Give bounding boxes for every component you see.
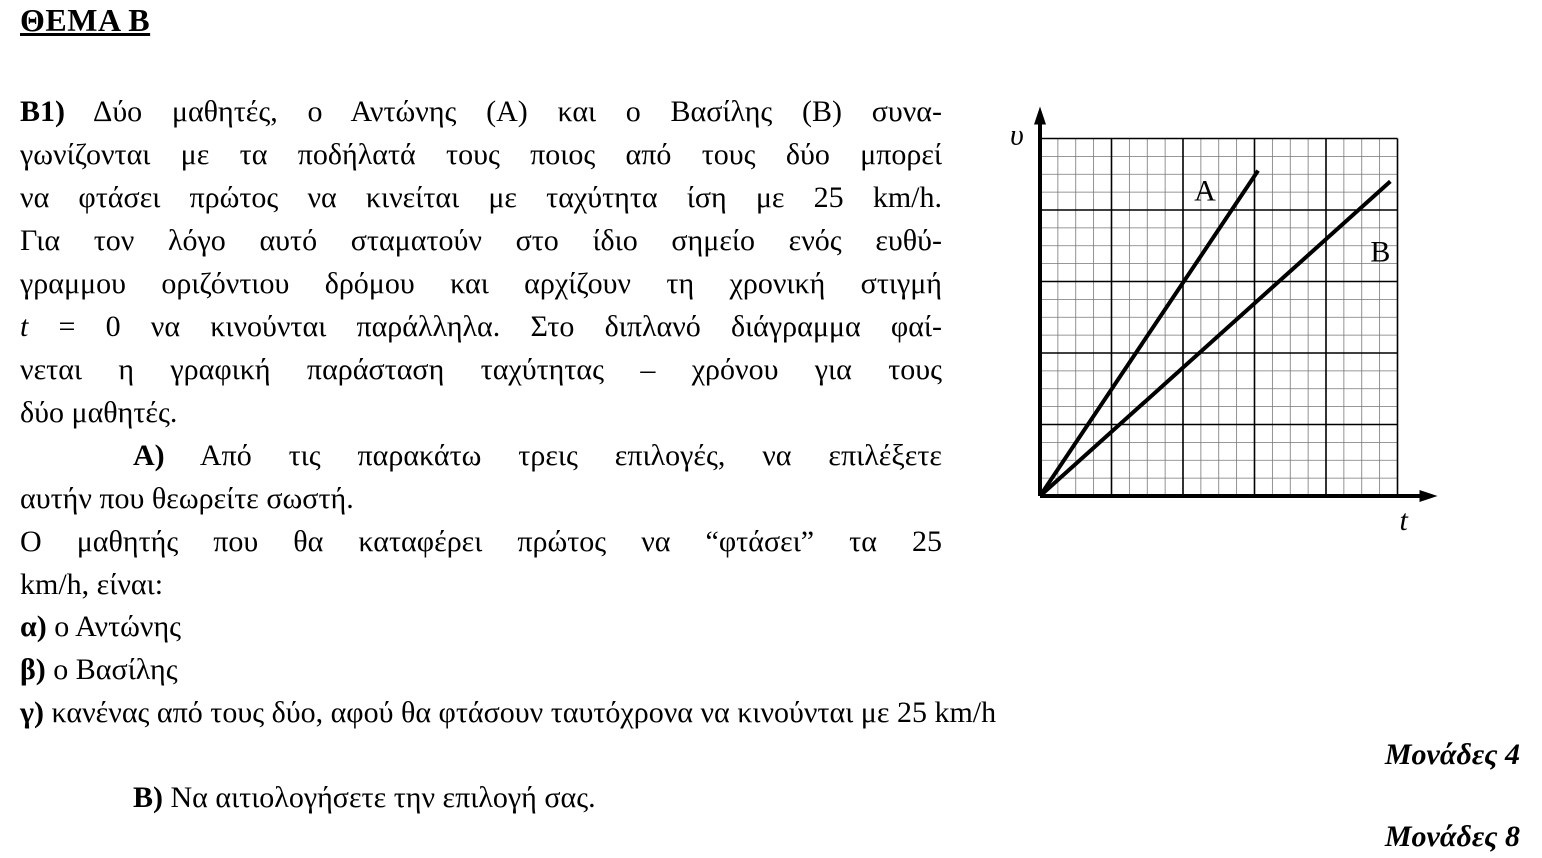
series-line-a <box>1040 171 1258 496</box>
option-b <box>20 648 178 691</box>
option-a <box>20 605 181 648</box>
question-line-1 <box>20 90 942 133</box>
part-a-line-1 <box>20 434 942 477</box>
y-axis-arrow <box>1034 107 1046 125</box>
option-a-text: ο Αντώνης <box>46 610 182 643</box>
option-b-label: β) <box>20 653 46 686</box>
question-text-6: = 0 να κινούνται παράλληλα. Στο διπλανό διάγραμμα φαί- <box>28 310 942 343</box>
x-axis-arrow <box>1420 490 1438 502</box>
points-part-a: Μονάδες 4 <box>1384 738 1520 771</box>
y-axis-label: υ <box>1010 118 1024 152</box>
part-b-text: Να αιτιολογήσετε την επιλογή σας. <box>163 781 596 814</box>
option-b-text: ο Βασίλης <box>45 653 178 686</box>
part-b <box>133 776 596 819</box>
question-line-7: νεται η γραφική παράσταση ταχύτητας – χρόνου για τους <box>20 353 942 386</box>
series-label-b: Β <box>1370 235 1391 269</box>
x-axis-label: t <box>1399 504 1408 537</box>
question-line-5: γραμμου οριζόντιου δρόμου και αρχίζουν τη χρονική στιγμή <box>20 267 942 300</box>
part-a-text-1: Από τις παρακάτω τρεις επιλογές, να επιλέξετε <box>164 439 942 472</box>
part-b-label: Β) <box>133 781 163 814</box>
question-line-4: Για τον λόγο αυτό σταματούν στο ίδιο σημείο ενός ευθύ- <box>20 224 942 257</box>
question-number: Β1) <box>20 95 65 128</box>
series-line-b <box>1040 181 1390 496</box>
series-layer <box>1040 171 1390 496</box>
grid-minor <box>1040 139 1398 497</box>
velocity-time-chart <box>1000 100 1530 540</box>
option-a-label: α) <box>20 610 47 643</box>
question-line-2: γωνίζονται με τα ποδήλατά τους ποιος από τους δύο μπορεί <box>20 138 942 171</box>
option-c-label: γ) <box>20 696 45 729</box>
question-line-3: να φτάσει πρώτος να κινείται με ταχύτητα ίση με 25 km/h. <box>20 181 942 214</box>
option-c-text: κανένας από τους δύο, αφού θα φτάσουν ταυτόχρονα να κινούνται με 25 km/h <box>44 696 997 729</box>
series-label-a: Α <box>1194 174 1216 208</box>
part-a-line-2: αυτήν που θεωρείτε σωστή. <box>20 482 354 515</box>
stem-line-1: Ο μαθητής που θα καταφέρει πρώτος να “φτάσει” τα 25 <box>20 525 942 558</box>
stem-line-2: km/h, είναι: <box>20 568 164 601</box>
question-text-1: Δύο μαθητές, ο Αντώνης (Α) και ο Βασίλης (Β) συνα- <box>65 95 942 128</box>
part-a-label: Α) <box>133 439 165 472</box>
section-heading: ΘΕΜΑ Β <box>20 2 151 38</box>
question-b1 <box>20 90 942 606</box>
question-line-6 <box>20 305 942 348</box>
option-c <box>20 691 996 734</box>
question-line-8: δύο μαθητές. <box>20 396 178 429</box>
time-symbol: t <box>20 310 29 343</box>
points-part-b: Μονάδες 8 <box>1384 820 1520 853</box>
